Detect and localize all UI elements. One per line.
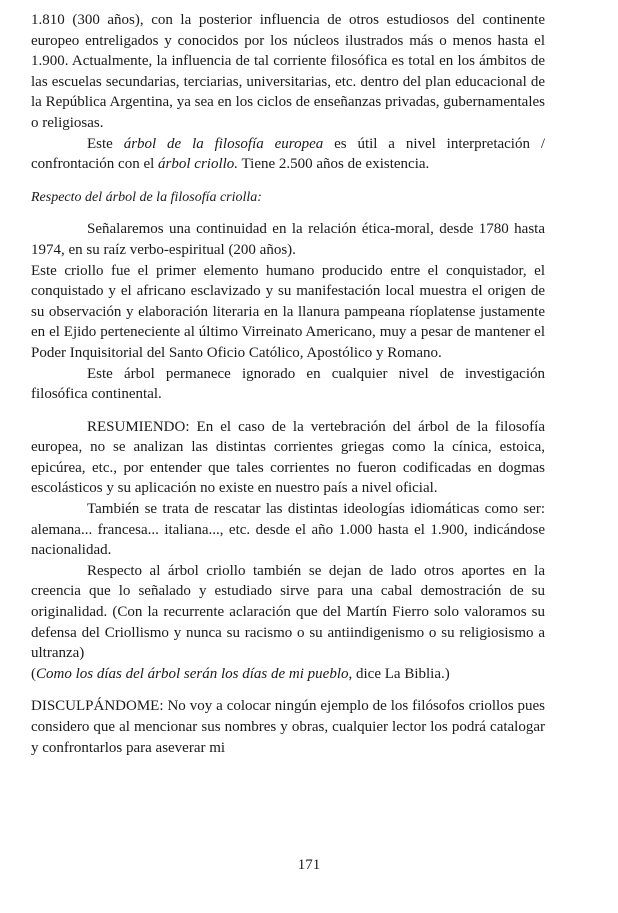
section-heading-criolla: Respecto del árbol de la filosofía criolla: [31,189,262,205]
page-number: 171 [297,857,321,873]
paragraph-ideologies: También se trata de rescatar las distintas ideologías idiomáticas como ser: alemana... francesa... italiana..., etc. desde el año 1.000 hasta el 1.900, indicándose nacionalidad. [31,501,545,559]
paragraph-criollo-contributions: Respecto al árbol criollo también se dejan de lado otros aportes en la creencia que lo señalado y estudiado sirve para una cabal demostración de su originalidad. (Con la recurrente aclaración que del Martín Fierro solo valoramos su defensa del Criollismo y nunca su racismo o su antiindigenismo o su religiosismo a ultranza) [31,562,545,662]
text-fragment: Este [87,135,124,152]
text-fragment: ( [31,665,36,682]
paragraph-disculpandome: DISCULPÁNDOME: No voy a colocar ningún ejemplo de los filósofos criollos pues considero que al mencionar sus nombres y obras, cualquier lector los podrá catalogar y confrontarlos para aseverar mi [31,698,545,756]
paragraph-continuity: Señalaremos una continuidad en la relación ética-moral, desde 1780 hasta 1974, en su raíz verbo-espiritual (200 años). [31,221,545,258]
paragraph-european-tree [31,134,545,175]
text-fragment: , dice La Biblia.) [348,665,450,682]
paragraph-criollo-origin: Este criollo fue el primer elemento humano producido entre el conquistador, el conquistado y el africano esclavizado y su manifestación local muestra el origen de su observación y elaboración literaria en la llanura pampeana ríoplatense justamente en el Ejido perteneciente al último Virreinato Americano, muy a pesar de mantener el Poder Inquisitorial del Santo Oficio Católico, Apostólico y Romano. [31,262,545,361]
italic-european-tree: árbol de la filosofía europea [123,135,324,152]
italic-bible-quote: Como los días del árbol serán los días de mi pueblo [36,665,349,682]
page-body [31,10,545,758]
text-fragment: es útil a nivel interpretación / confrontación con el [31,135,545,173]
text-fragment: Tiene 2.500 años de existencia. [238,156,430,173]
italic-criollo-tree: árbol criollo. [158,156,239,173]
paragraph-bible-quote [31,664,545,685]
paragraph-ignored-tree: Este árbol permanece ignorado en cualquier nivel de investigación filosófica continental. [31,365,545,403]
paragraph-resumiendo: RESUMIENDO: En el caso de la vertebración del árbol de la filosofía europea, no se analizan las distintas corrientes griegas como la cínica, estoica, epicúrea, etc., por entender que tales corrientes no fueron codificadas en dogmas escolásticos y su aplicación no existe en nuestro país a nivel oficial. [31,418,545,497]
paragraph-european-influence: 1.810 (300 años), con la posterior influencia de otros estudiosos del continente europeo entreligados y conocidos por los núcleos ilustrados más o menos hasta el 1.900. Actualmente, la influencia de tal corriente filosófica es total en los ámbitos de las escuelas secundarias, terciarias, universitarias, etc. dentro del plan educacional de la República Argentina, ya sea en los ciclos de enseñanzas privadas, gubernamentales o religiosas. [31,12,545,131]
